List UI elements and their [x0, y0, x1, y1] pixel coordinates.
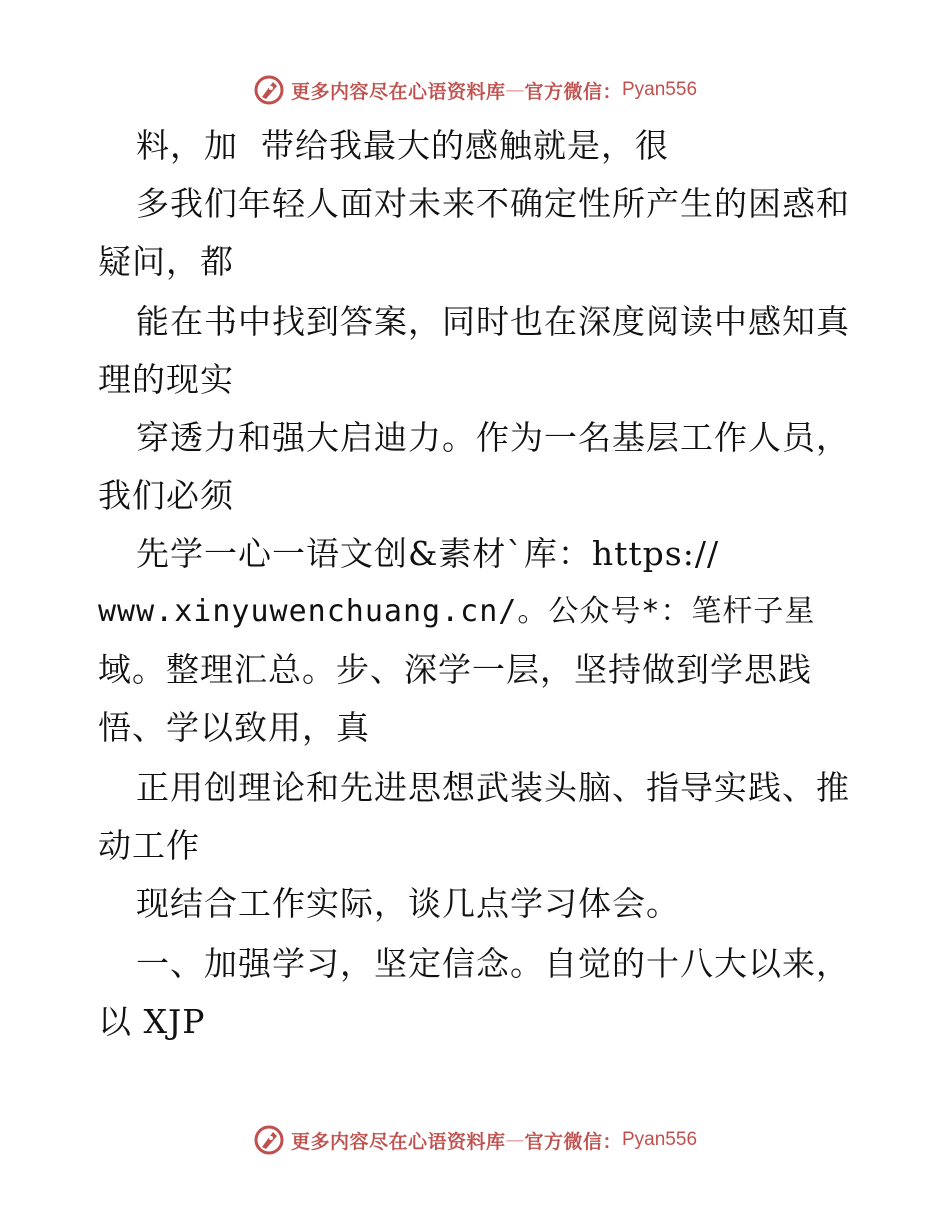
- text-line: 动工作: [98, 826, 200, 865]
- footer-wechat-id: Pyan556: [622, 1129, 698, 1150]
- text-line: 现结合工作实际，谈几点学习体会。: [136, 884, 680, 923]
- text-line: 正用创理论和先进思想武装头脑、指导实践、推: [136, 768, 850, 807]
- footer-separator: —: [505, 1129, 525, 1151]
- text-line: 能在书中找到答案，同时也在深度阅读中感知真: [136, 302, 850, 341]
- header-separator: —: [505, 79, 525, 101]
- text-line: 多我们年轻人面对未来不确定性所产生的困惑和: [136, 184, 850, 223]
- header-wechat-id: Pyan556: [622, 79, 698, 100]
- header-wechat-label: 官方微信：: [524, 80, 622, 103]
- text-line: 一、加强学习，坚定信念。自觉的十八大以来，: [136, 944, 850, 983]
- pen-nib-logo-icon: [253, 74, 285, 106]
- text-line: 我们必须: [98, 476, 234, 515]
- footer-wechat-label: 官方微信：: [524, 1130, 622, 1153]
- text-line: 悟、学以致用，真: [98, 708, 370, 747]
- header-banner-text: 更多内容尽在心语资料库: [290, 80, 506, 103]
- pen-nib-logo-icon: [253, 1124, 285, 1156]
- text-line: 先学一心一语文创&素材`库：https://: [136, 534, 720, 573]
- header-banner: [0, 70, 950, 110]
- text-line: 理的现实: [98, 360, 234, 399]
- text-line: 以 XJP: [98, 1002, 206, 1041]
- footer-banner: [0, 1120, 950, 1160]
- text-line: 穿透力和强大启迪力。作为一名基层工作人员，: [136, 418, 850, 457]
- text-line: 域。整理汇总。步、深学一层，坚持做到学思践: [98, 650, 812, 689]
- text-line: www.xinyuwenchuang.cn/。公众号*：笔杆子星: [98, 594, 816, 629]
- footer-banner-text: 更多内容尽在心语资料库: [290, 1130, 506, 1153]
- text-line: 料，加 带给我最大的感触就是，很: [136, 126, 669, 165]
- text-line: 疑问，都: [98, 242, 234, 281]
